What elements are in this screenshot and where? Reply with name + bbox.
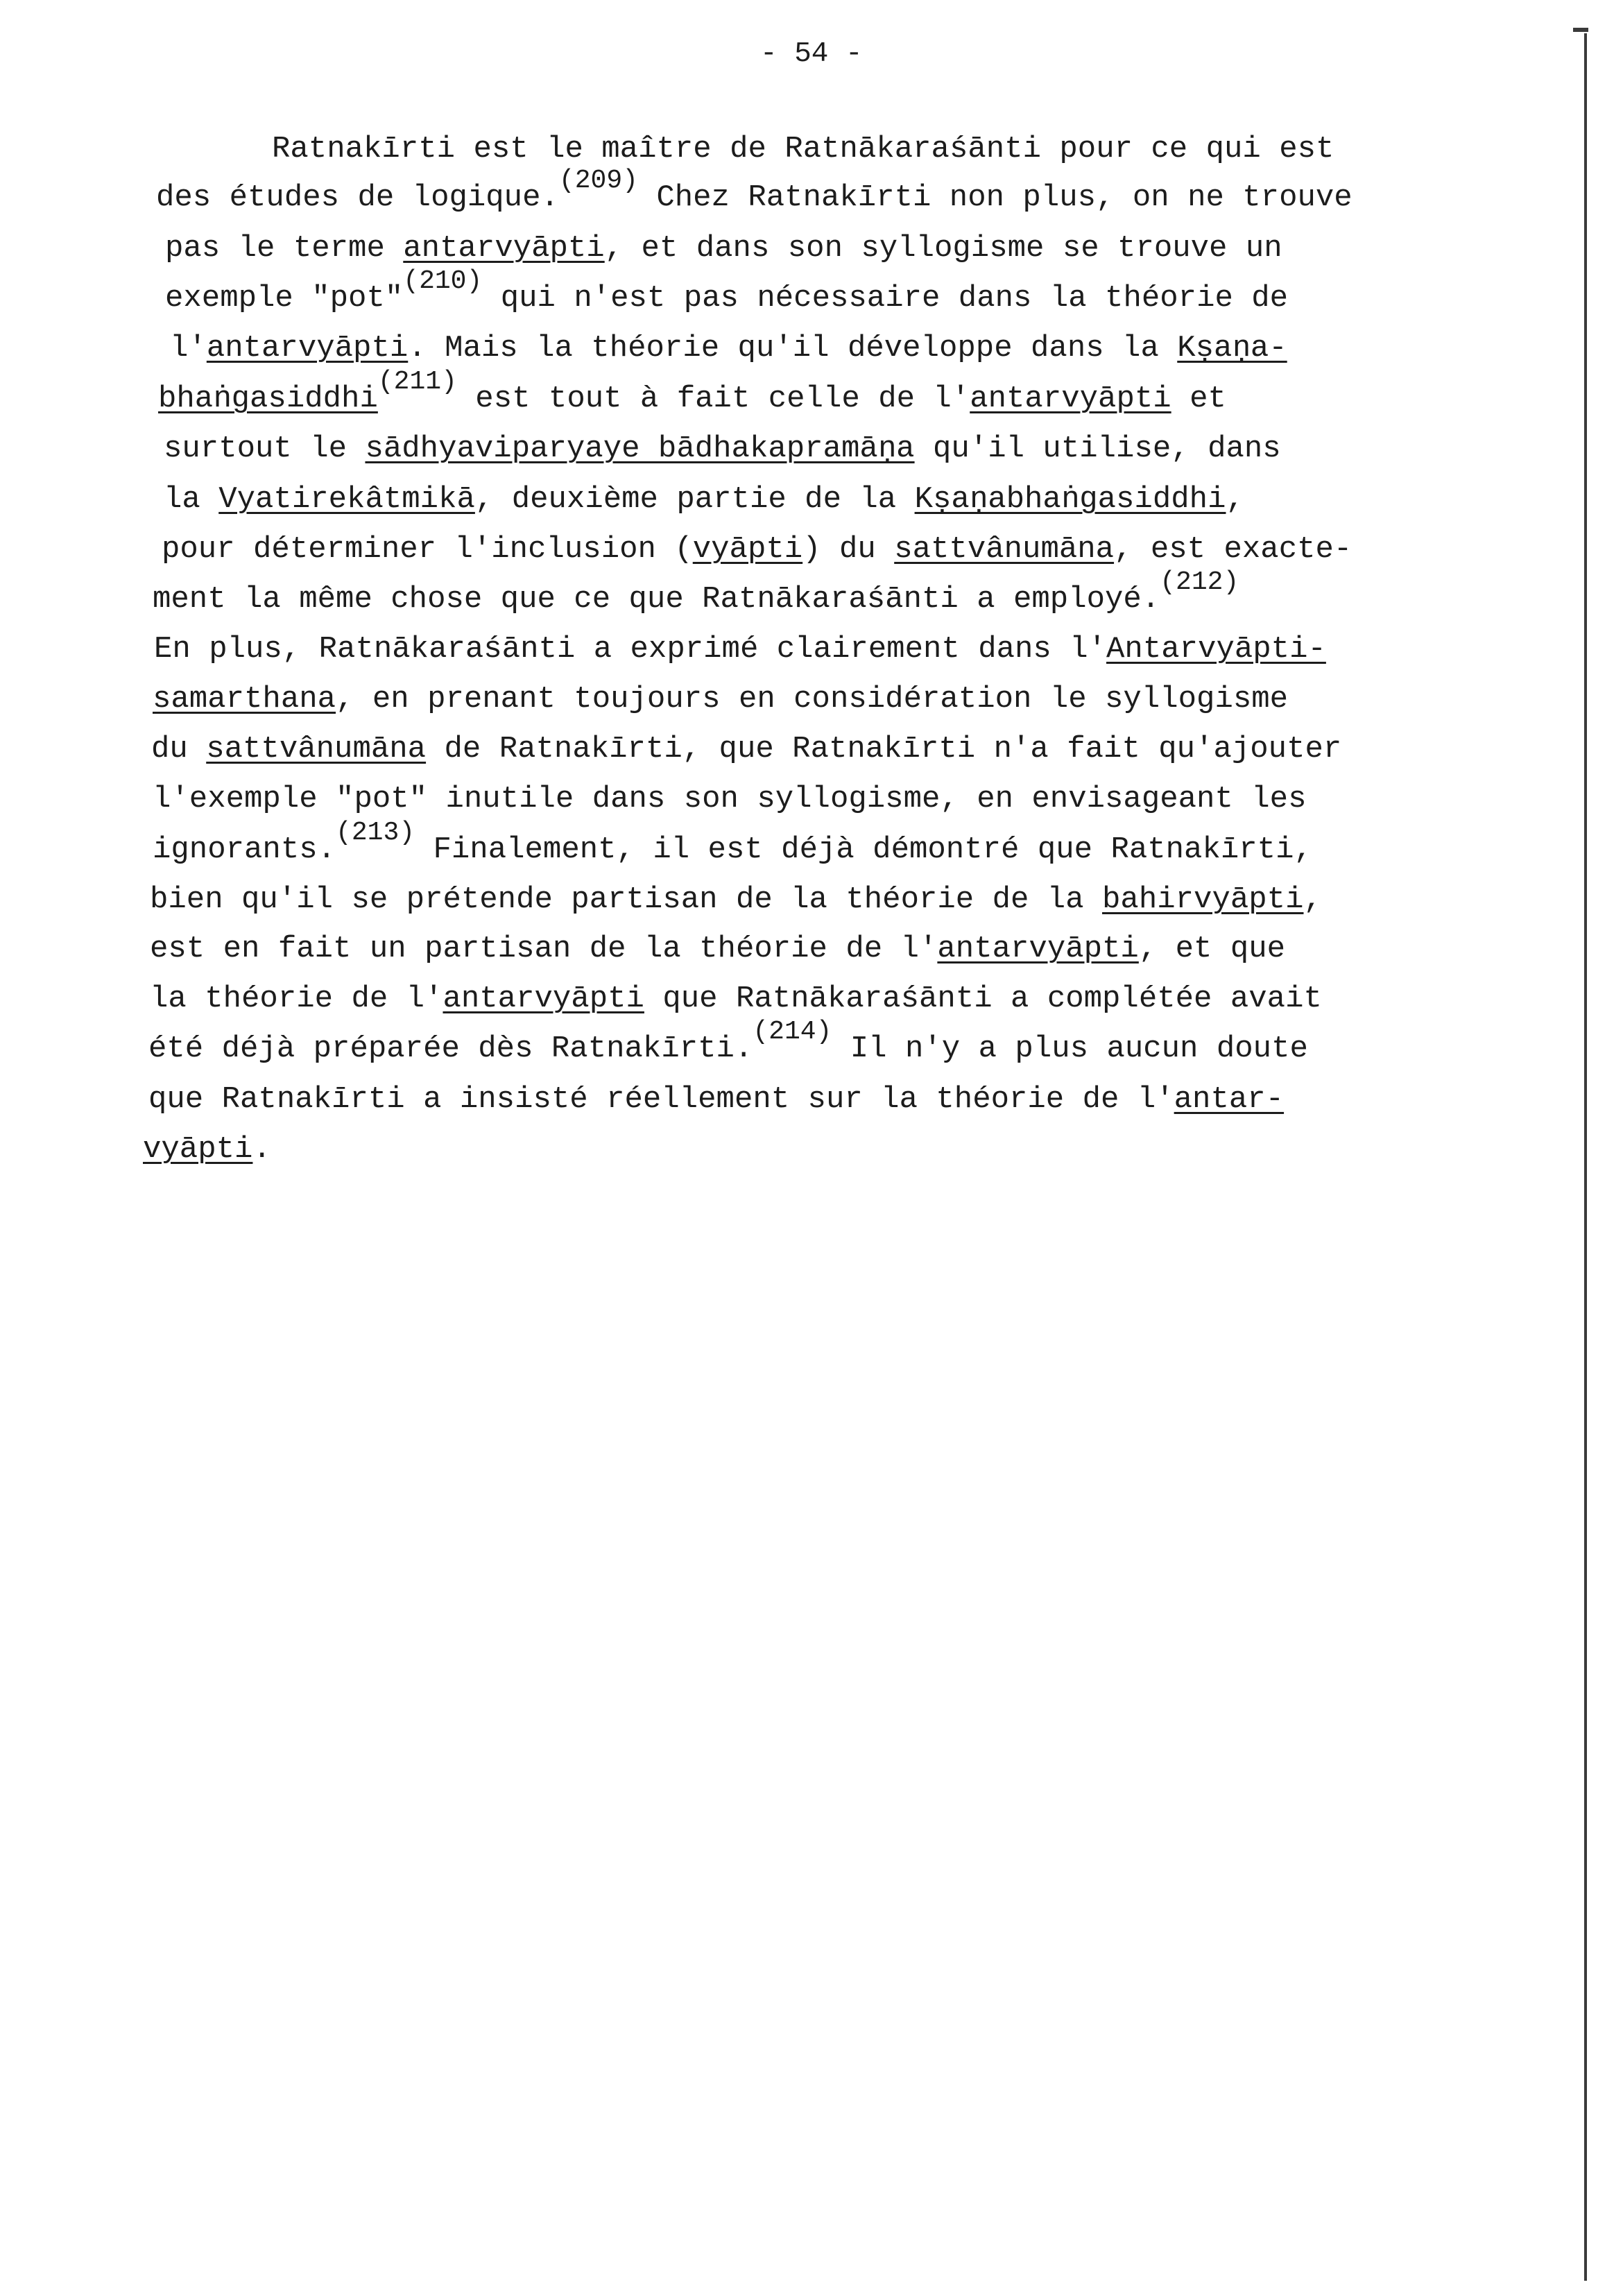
text-line [165,266,1289,320]
text-line [154,628,1326,670]
underlined-term: antarvyāpti [403,231,605,266]
text-line [165,228,1282,269]
text-line [153,567,1239,622]
underlined-term: sattvânumāna [894,532,1115,567]
text-segment: pour déterminer l'inclusion ( [162,532,693,567]
underlined-term: antarvyāpti [937,932,1139,966]
text-segment: la [164,482,219,517]
text-segment: , [1226,482,1244,517]
text-line [164,428,1281,470]
text-segment: , et que [1138,932,1286,966]
underlined-term: antar- [1174,1082,1285,1117]
underlined-term: samarthana [153,682,336,717]
underlined-term: Kṣaṇa- [1177,331,1287,366]
underlined-term: sādhyaviparyaye bādhakapramāṇa [365,431,915,466]
underlined-term: bhaṅgasiddhi [158,382,378,416]
underlined-term: antarvyāpti [206,331,409,366]
page-edge-mark [1584,33,1587,2281]
page-edge-mark-cap [1573,28,1588,32]
underlined-term: antarvyāpti [443,982,644,1016]
text-segment: Ratnakīrti est le maître de Ratnākaraśānti pour ce qui est [272,132,1334,166]
page-number: - 54 - [760,38,863,70]
underlined-term: vyāpti [143,1132,253,1167]
text-segment: qu'il utilise, dans [914,431,1281,466]
text-segment: qui n'est pas nécessaire dans la théorie de [482,281,1289,316]
text-line [150,879,1322,920]
text-line [143,1129,271,1170]
text-line [148,1079,1284,1120]
text-segment: Chez Ratnakīrti non plus, on ne trouve [637,180,1352,215]
text-segment: , et dans son syllogisme se trouve un [604,231,1282,266]
footnote-marker: (213) [336,818,415,848]
text-line [153,678,1288,720]
text-line [151,728,1341,770]
text-segment: Il n'y a plus aucun doute [832,1031,1308,1066]
text-segment: des études de logique. [156,180,559,215]
text-line [153,818,1312,872]
text-segment: que Ratnakīrti a insisté réellement sur la théorie de l' [148,1082,1174,1117]
text-segment: que Ratnākaraśānti a complétée avait [644,982,1322,1016]
text-segment: du [151,732,207,766]
text-segment: Finalement, il est déjà démontré que Ratnakīrti, [415,832,1312,867]
text-segment: bien qu'il se prétende partisan de la théorie de la [150,882,1103,917]
underlined-term: bahirvyāpti [1102,882,1304,917]
text-segment: , en prenant toujours en considération le syllogisme [336,682,1289,717]
underlined-term: vyāpti [692,532,803,567]
text-segment: exemple "pot" [165,281,404,316]
text-segment: est en fait un partisan de la théorie de l' [150,932,938,966]
text-line [150,978,1322,1020]
underlined-term: Kṣaṇabhaṅgasiddhi [914,482,1226,517]
text-line [272,128,1334,170]
text-line [162,529,1352,570]
footnote-marker: (210) [403,266,483,296]
text-line [170,327,1287,369]
text-segment: l'exemple "pot" inutile dans son syllogisme, en envisageant les [153,782,1307,816]
underlined-term: sattvânumāna [206,732,427,766]
text-segment: ment la même chose que ce que Ratnākaraśānti a employé. [153,582,1160,617]
text-line [158,367,1226,421]
text-segment: . Mais la théorie qu'il développe dans la [408,331,1178,366]
text-segment: , deuxième partie de la [474,482,915,517]
text-segment: l' [170,331,207,366]
text-segment: pas le terme [165,231,404,266]
footnote-marker: (209) [558,166,638,196]
footnote-marker: (211) [377,367,457,397]
text-segment: été déjà préparée dès Ratnakīrti. [148,1031,753,1066]
text-segment: . [252,1132,271,1167]
text-line [148,1017,1308,1071]
text-segment: la théorie de l' [150,982,443,1016]
text-line [150,928,1285,970]
underlined-term: antarvyāpti [970,382,1171,416]
text-segment: ignorants. [153,832,336,867]
underlined-term: Vyatirekâtmikā [218,482,475,517]
text-segment: de Ratnakīrti, que Ratnakīrti n'a fait qu'ajouter [426,732,1342,766]
footnote-marker: (214) [753,1017,832,1047]
text-segment: En plus, Ratnākaraśānti a exprimé clairement dans l' [154,632,1107,667]
text-segment: surtout le [164,431,366,466]
text-segment: et [1171,382,1226,416]
text-line [156,166,1352,220]
text-segment: ) du [802,532,895,567]
footnote-marker: (212) [1160,567,1239,597]
text-segment: est tout à fait celle de l' [456,382,970,416]
text-segment: , [1303,882,1322,917]
underlined-term: Antarvyāpti- [1106,632,1326,667]
text-segment: , est exacte- [1114,532,1352,567]
text-line [153,778,1306,820]
text-line [164,479,1244,520]
